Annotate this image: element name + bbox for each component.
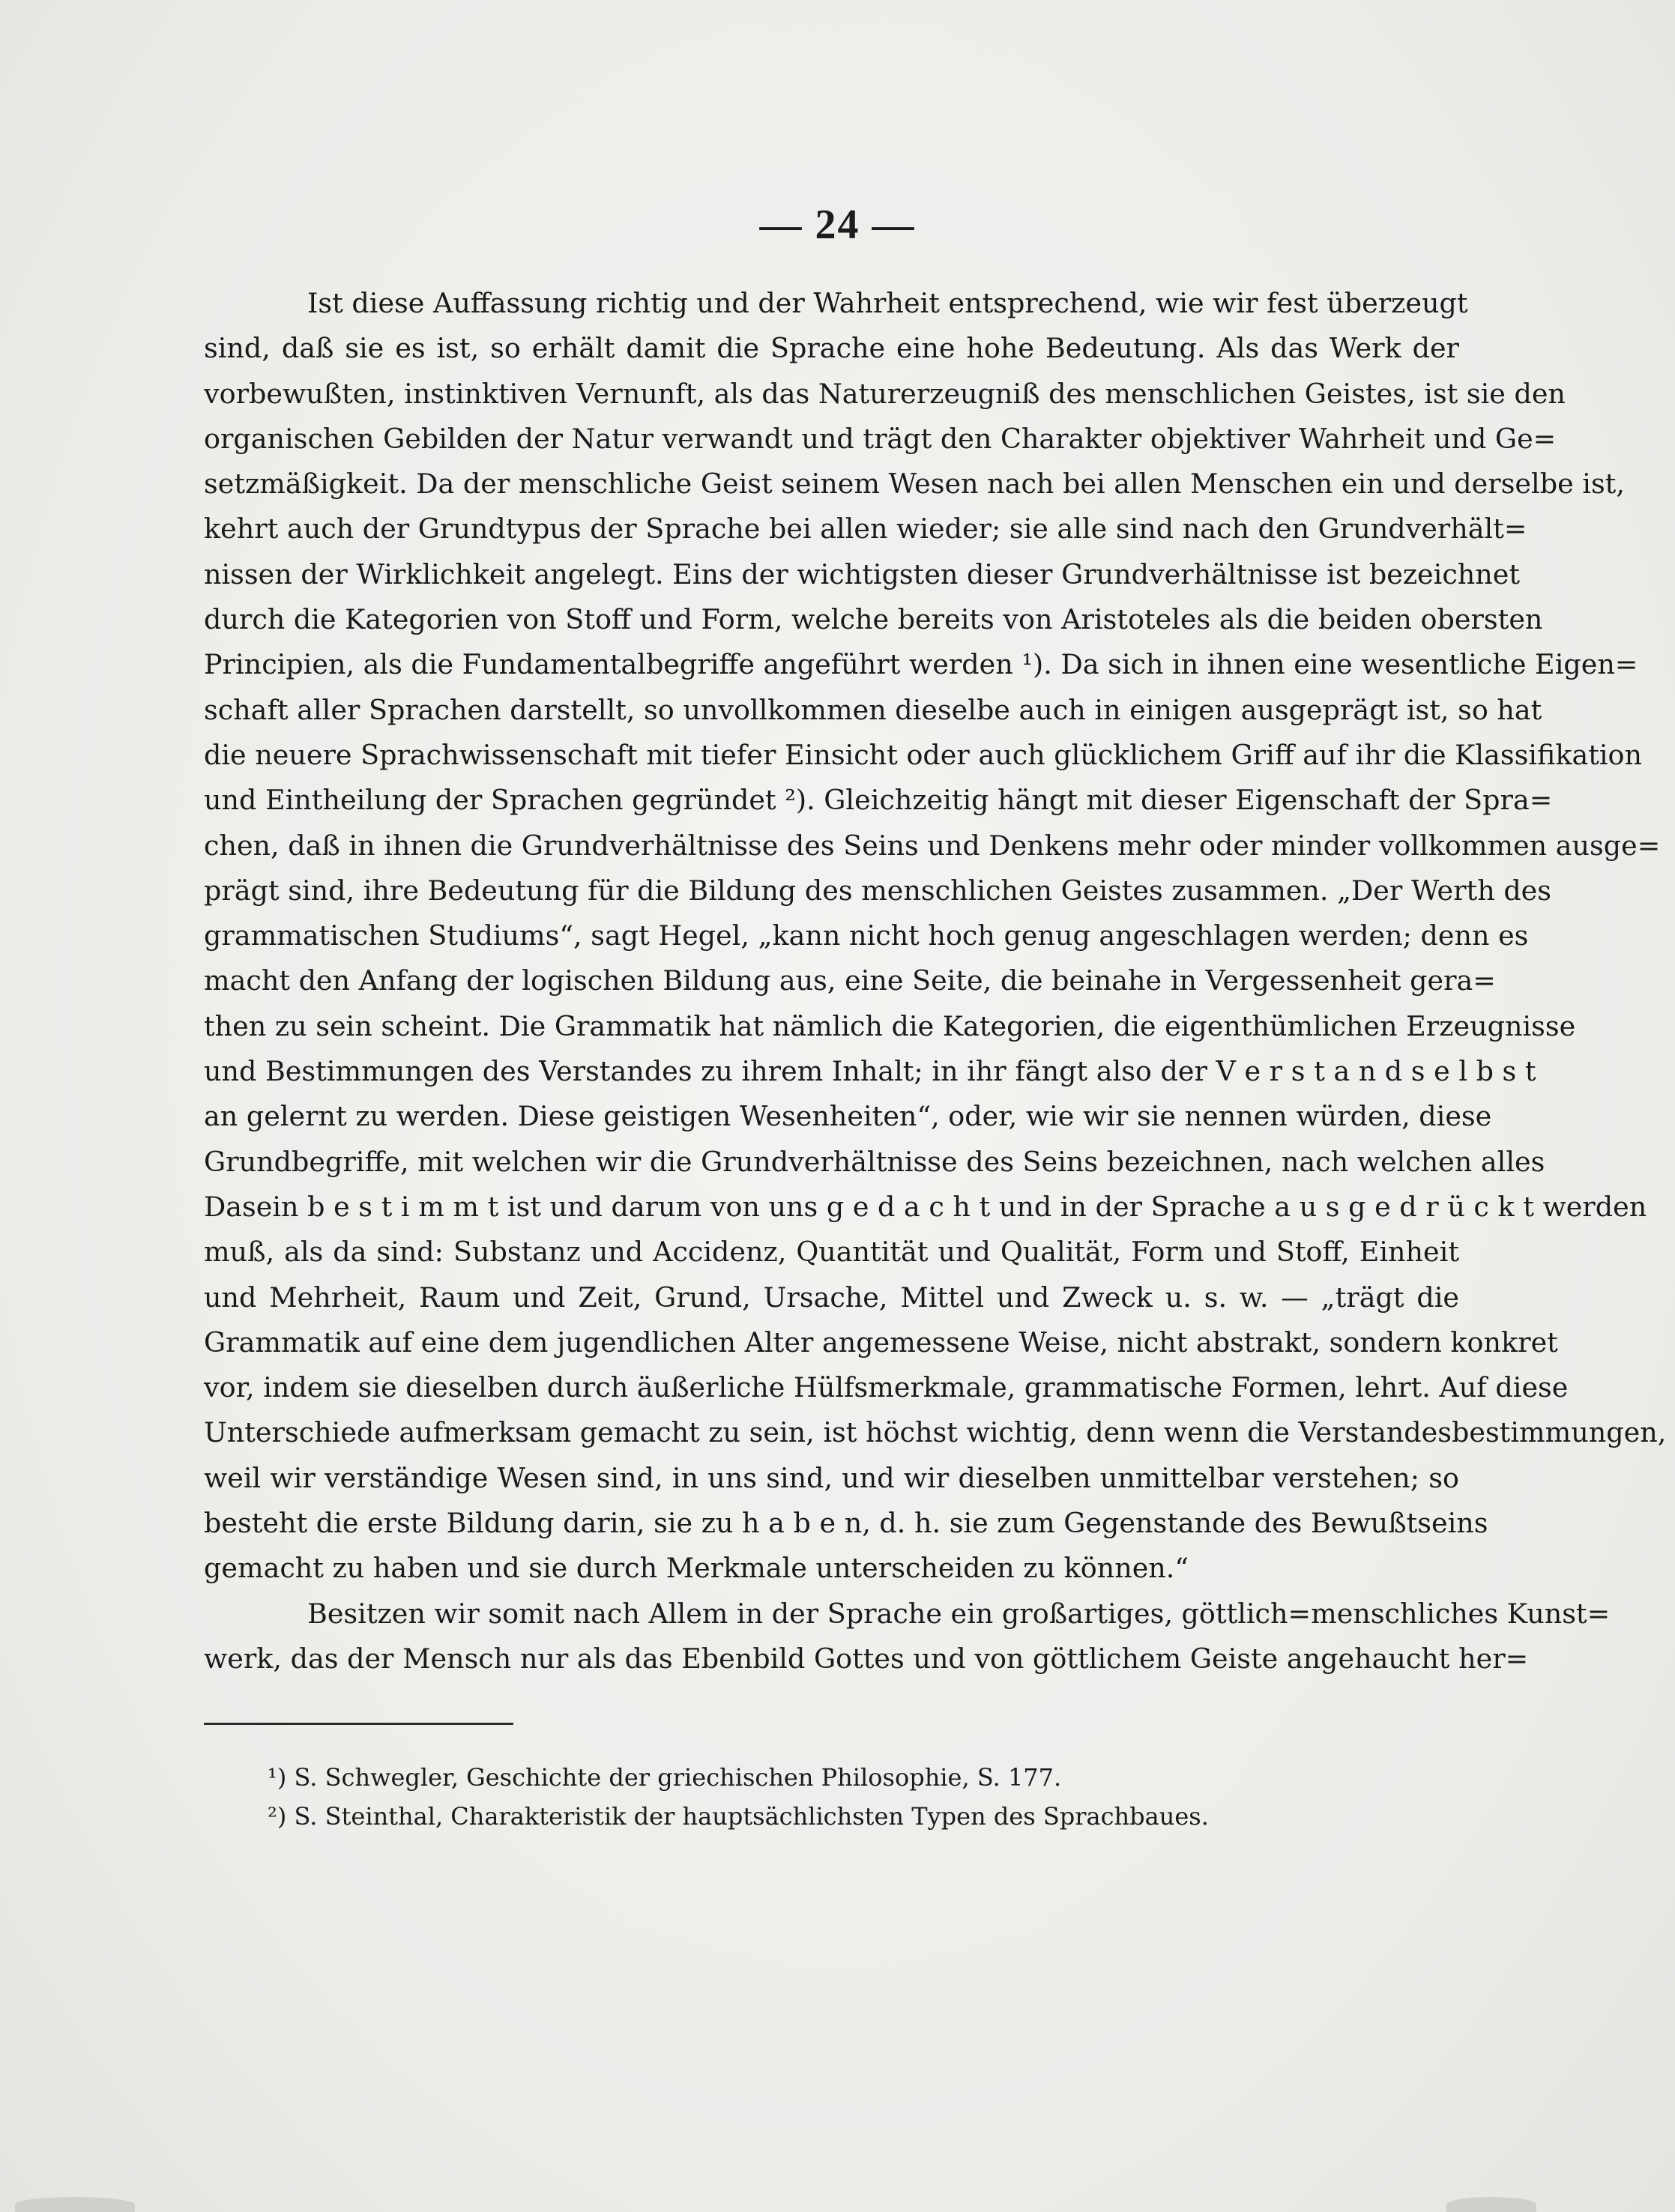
text-line: an gelernt zu werden. Diese geistigen Wesenheiten“, oder, wie wir sie nennen würden, diese (204, 1100, 1492, 1133)
text-line: Grundbegriffe, mit welchen wir die Grundverhältnisse des Seins bezeichnen, nach welchen alles (204, 1145, 1545, 1178)
text-line: und Mehrheit, Raum und Zeit, Grund, Ursache, Mittel und Zweck u. s. w. — „trägt die (204, 1281, 1459, 1314)
text-line: chen, daß in ihnen die Grundverhältnisse des Seins und Denkens mehr oder minder vollkommen ausge= (204, 829, 1661, 862)
text-line: schaft aller Sprachen darstellt, so unvollkommen dieselbe auch in einigen ausgeprägt ist, so hat (204, 693, 1542, 726)
text-line: macht den Anfang der logischen Bildung aus, eine Seite, die beinahe in Vergessenheit gera= (204, 964, 1496, 997)
text-line: organischen Gebilden der Natur verwandt und trägt den Charakter objektiver Wahrheit und Ge= (204, 422, 1557, 455)
text-line: gemacht zu haben und sie durch Merkmale unterscheiden zu können.“ (204, 1552, 1189, 1585)
text-line: die neuere Sprachwissenschaft mit tiefer Einsicht oder auch glücklichem Griff auf ihr die Klassifikation (204, 738, 1643, 771)
footnote-divider (204, 1723, 513, 1725)
text-line: then zu sein scheint. Die Grammatik hat nämlich die Kategorien, die eigenthümlichen Erzeugnisse (204, 1009, 1576, 1042)
text-line: Dasein b e s t i m m t ist und darum von uns g e d a c h t und in der Sprache a u s g e d r ü c k t werden (204, 1190, 1647, 1223)
text-line: werk, das der Mensch nur als das Ebenbild Gottes und von göttlichem Geiste angehaucht her= (204, 1642, 1529, 1675)
text-line: setzmäßigkeit. Da der menschliche Geist seinem Wesen nach bei allen Menschen ein und derselbe ist, (204, 468, 1625, 501)
text-line: und Eintheilung der Sprachen gegründet ²). Gleichzeitig hängt mit dieser Eigenschaft der Spra= (204, 784, 1553, 817)
text-line: prägt sind, ihre Bedeutung für die Bildung des menschlichen Geistes zusammen. „Der Werth des (204, 874, 1552, 907)
text-line: Ist diese Auffassung richtig und der Wahrheit entsprechend, wie wir fest überzeugt (307, 287, 1468, 319)
text-line: Principien, als die Fundamentalbegriffe angeführt werden ¹). Da sich in ihnen eine wesentliche Eigen= (204, 648, 1638, 681)
footnote: ¹) S. Schwegler, Geschichte der griechischen Philosophie, S. 177. (268, 1763, 1062, 1792)
body-text (204, 281, 1667, 1681)
text-line: grammatischen Studiums“, sagt Hegel, „kann nicht hoch genug angeschlagen werden; denn es (204, 919, 1529, 952)
page-edge-shadow (15, 2197, 135, 2212)
text-line: Besitzen wir somit nach Allem in der Sprache ein großartiges, göttlich=menschliches Kunst= (307, 1597, 1611, 1630)
footnotes (268, 1758, 1317, 1836)
text-line: und Bestimmungen des Verstandes zu ihrem Inhalt; in ihr fängt also der V e r s t a n d s e l b s t (204, 1055, 1536, 1088)
text-line: vor, indem sie dieselben durch äußerliche Hülfsmerkmale, grammatische Formen, lehrt. Auf diese (204, 1371, 1569, 1404)
text-line: besteht die erste Bildung darin, sie zu h a b e n, d. h. sie zum Gegenstande des Bewußtseins (204, 1507, 1488, 1540)
page-number: — 24 — (759, 202, 916, 248)
text-line: weil wir verständige Wesen sind, in uns sind, und wir dieselben unmittelbar verstehen; so (204, 1461, 1459, 1494)
text-line: kehrt auch der Grundtypus der Sprache bei allen wieder; sie alle sind nach den Grundverhält= (204, 513, 1527, 546)
text-line: durch die Kategorien von Stoff und Form, welche bereits von Aristoteles als die beiden obersten (204, 603, 1543, 636)
text-line: vorbewußten, instinktiven Vernunft, als das Naturerzeugniß des menschlichen Geistes, ist sie den (204, 377, 1566, 410)
text-line: sind, daß sie es ist, so erhält damit die Sprache eine hohe Bedeutung. Als das Werk der (204, 332, 1459, 365)
text-line: Unterschiede aufmerksam gemacht zu sein, ist höchst wichtig, denn wenn die Verstandesbestimmungen, (204, 1416, 1667, 1449)
text-line: nissen der Wirklichkeit angelegt. Eins der wichtigsten dieser Grundverhältnisse ist bezeichnet (204, 557, 1521, 590)
text-line: muß, als da sind: Substanz und Accidenz, Quantität und Qualität, Form und Stoff, Einheit (204, 1236, 1459, 1269)
page-edge-shadow (1446, 2197, 1536, 2212)
text-line: Grammatik auf eine dem jugendlichen Alter angemessene Weise, nicht abstrakt, sondern konkret (204, 1326, 1558, 1359)
footnote: ²) S. Steinthal, Charakteristik der hauptsächlichsten Typen des Sprachbaues. (268, 1802, 1209, 1831)
